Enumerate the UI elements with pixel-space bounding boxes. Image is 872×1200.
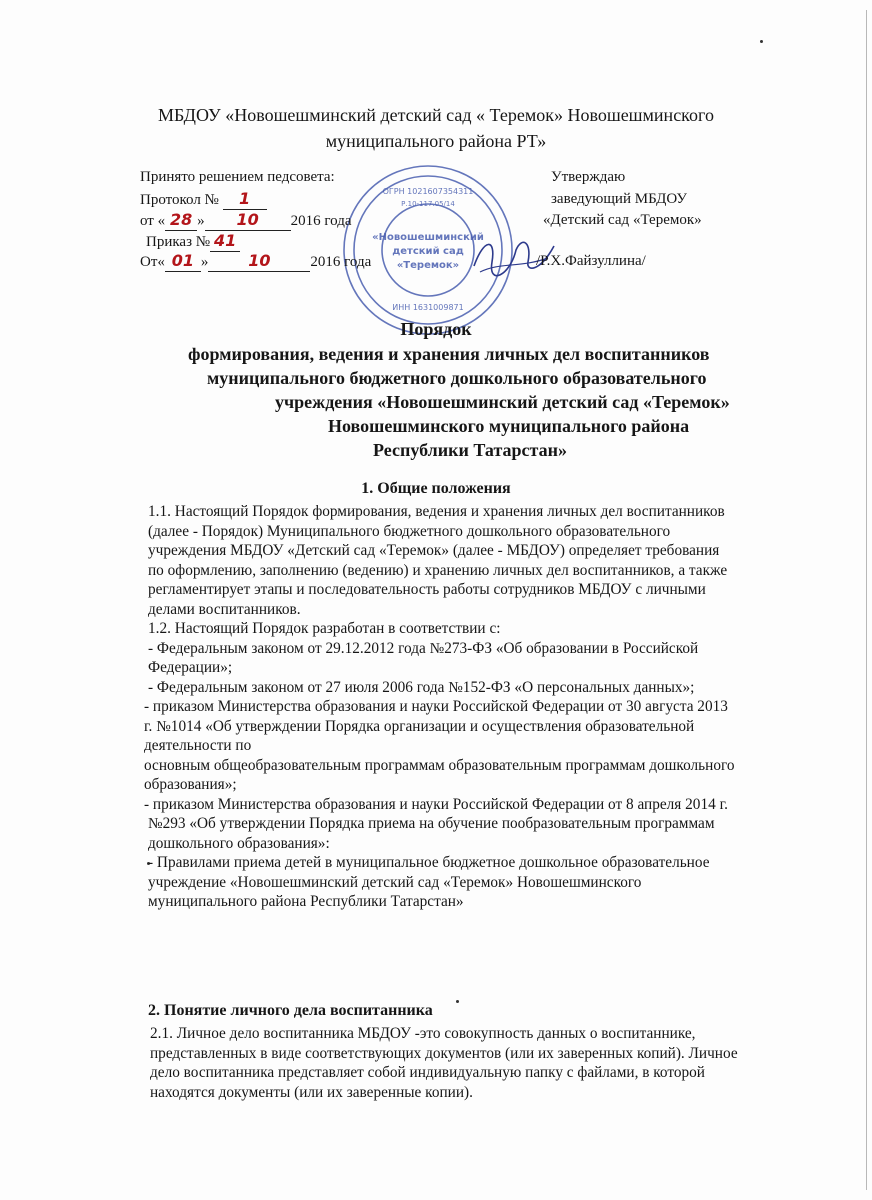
paragraph-line: - Правилами приема детей в муниципальное бюджетное дошкольное образовательное — [148, 854, 710, 871]
scan-speck — [456, 1000, 459, 1003]
doc-title-line5: Новошешминского муниципального района — [328, 416, 690, 436]
paragraph-line: регламентирует этапы и последовательность работы сотрудников МБДОУ с личными — [148, 581, 706, 598]
section1-heading: 1. Общие положения — [361, 480, 511, 497]
paragraph-line: дело воспитанника представляет собой индивидуальную папку с файлами, в которой — [150, 1064, 705, 1081]
stamp-center-line3: «Теремок» — [396, 260, 460, 271]
section1-body — [144, 502, 848, 912]
paragraph-line: 1.2. Настоящий Порядок разработан в соответствии с: — [148, 620, 501, 637]
approver-position: заведующий МБДОУ — [551, 191, 687, 207]
approver-signature-name: /Р.Х.Файзуллина/ — [536, 253, 646, 269]
doc-title-line3: муниципального бюджетного дошкольного образовательного — [207, 368, 707, 388]
paragraph-line: 2.1. Личное дело воспитанника МБДОУ -это совокупность данных о воспитаннике, — [150, 1025, 696, 1042]
paragraph-line: деятельности по — [144, 737, 252, 754]
scan-line-right — [866, 10, 867, 1190]
paragraph-line: Федерации»; — [148, 659, 233, 676]
paragraph-line: №293 «Об утверждении Порядка приема на обучение пообразовательным программам — [148, 815, 715, 832]
section2-body — [150, 1024, 850, 1102]
date1-month: 10 — [205, 211, 291, 231]
stamp-center-line2: детский сад — [392, 246, 464, 257]
paragraph-line: представленных в виде соответствующих документов (или их заверенных копий). Личное — [150, 1044, 738, 1062]
stamp-inn: ИНН 1631009871 — [392, 303, 464, 312]
stamp-center-line1: «Новошешминский — [372, 232, 484, 243]
protocol-date-line — [140, 211, 352, 231]
section2-heading: 2. Понятие личного дела воспитанника — [148, 1002, 433, 1019]
date2-mid: » — [200, 254, 209, 270]
paragraph-line: учреждение «Новошешминский детский сад «Теремок» Новошешминского — [148, 873, 642, 891]
order-number: 41 — [210, 232, 240, 252]
scan-speck — [760, 40, 763, 43]
date2-month: 10 — [208, 252, 310, 272]
paragraph-line: по оформлению, заполнению (ведению) и хранению личных дел воспитанников, а также — [148, 561, 728, 579]
protocol-number: 1 — [223, 190, 267, 210]
approve-label: Утверждаю — [551, 169, 626, 185]
paragraph-line: основным общеобразовательным программам образовательным программам дошкольного — [144, 756, 735, 774]
doc-title-line2: формирования, ведения и хранения личных дел воспитанников — [188, 344, 710, 364]
stamp-ogrn: ОГРН 1021607354311 — [382, 187, 474, 196]
paragraph-line: находятся документы (или их заверенные копии). — [150, 1083, 473, 1101]
paragraph-line: - Федеральным законом от 29.12.2012 года №273-ФЗ «Об образовании в Российской — [148, 639, 699, 657]
paragraph-line: - Федеральным законом от 27 июля 2006 года №152-ФЗ «О персональных данных»; — [148, 678, 695, 696]
order-date-line — [140, 252, 371, 272]
date1-day: 28 — [165, 211, 197, 231]
doc-title-line6: Республики Татарстан» — [373, 440, 567, 460]
protocol-label: Протокол № — [140, 192, 219, 208]
doc-title-line1: Порядок — [400, 319, 472, 339]
date2-year: 2016 года — [310, 254, 372, 270]
paragraph-line: делами воспитанников. — [148, 600, 301, 618]
date2-day: 01 — [165, 252, 201, 272]
paragraph-line: дошкольного образования»: — [148, 834, 330, 852]
accepted-by-council: Принято решением педсовета: — [140, 169, 335, 185]
paragraph-line: г. №1014 «Об утверждении Порядка организации и осуществления образовательной — [144, 717, 695, 735]
protocol-line — [140, 190, 267, 210]
org-header-line2: муниципального района РТ» — [325, 131, 547, 151]
date2-prefix: От« — [140, 254, 165, 270]
paragraph-line: муниципального района Республики Татарстан» — [148, 893, 464, 910]
paragraph-line: 1.1. Настоящий Порядок формирования, ведения и хранения личных дел воспитанников — [148, 503, 725, 520]
paragraph-line: (далее - Порядок) Муниципального бюджетного дошкольного образовательного — [148, 522, 671, 540]
org-header-line1: МБДОУ «Новошешминский детский сад « Теремок» Новошешминского — [158, 105, 714, 125]
date1-mid: » — [197, 213, 205, 229]
order-label: Приказ № — [146, 234, 211, 250]
paragraph-line: учреждения МБДОУ «Детский сад «Теремок» (далее - МБДОУ) определяет требования — [148, 542, 720, 559]
doc-title-line4: учреждения «Новошешминский детский сад «Теремок» — [275, 392, 730, 412]
date1-prefix: от « — [140, 213, 166, 229]
paragraph-line: образования»; — [144, 776, 237, 793]
order-line — [146, 232, 240, 252]
stamp-code: Р.10-117.05/14 — [401, 200, 455, 208]
date1-year: 2016 года — [290, 213, 352, 229]
paragraph-line: - приказом Министерства образования и науки Российской Федерации от 8 апреля 2014 г. — [144, 795, 728, 813]
approver-organization: «Детский сад «Теремок» — [543, 212, 702, 228]
paragraph-line: - приказом Министерства образования и науки Российской Федерации от 30 августа 2013 — [144, 698, 728, 715]
